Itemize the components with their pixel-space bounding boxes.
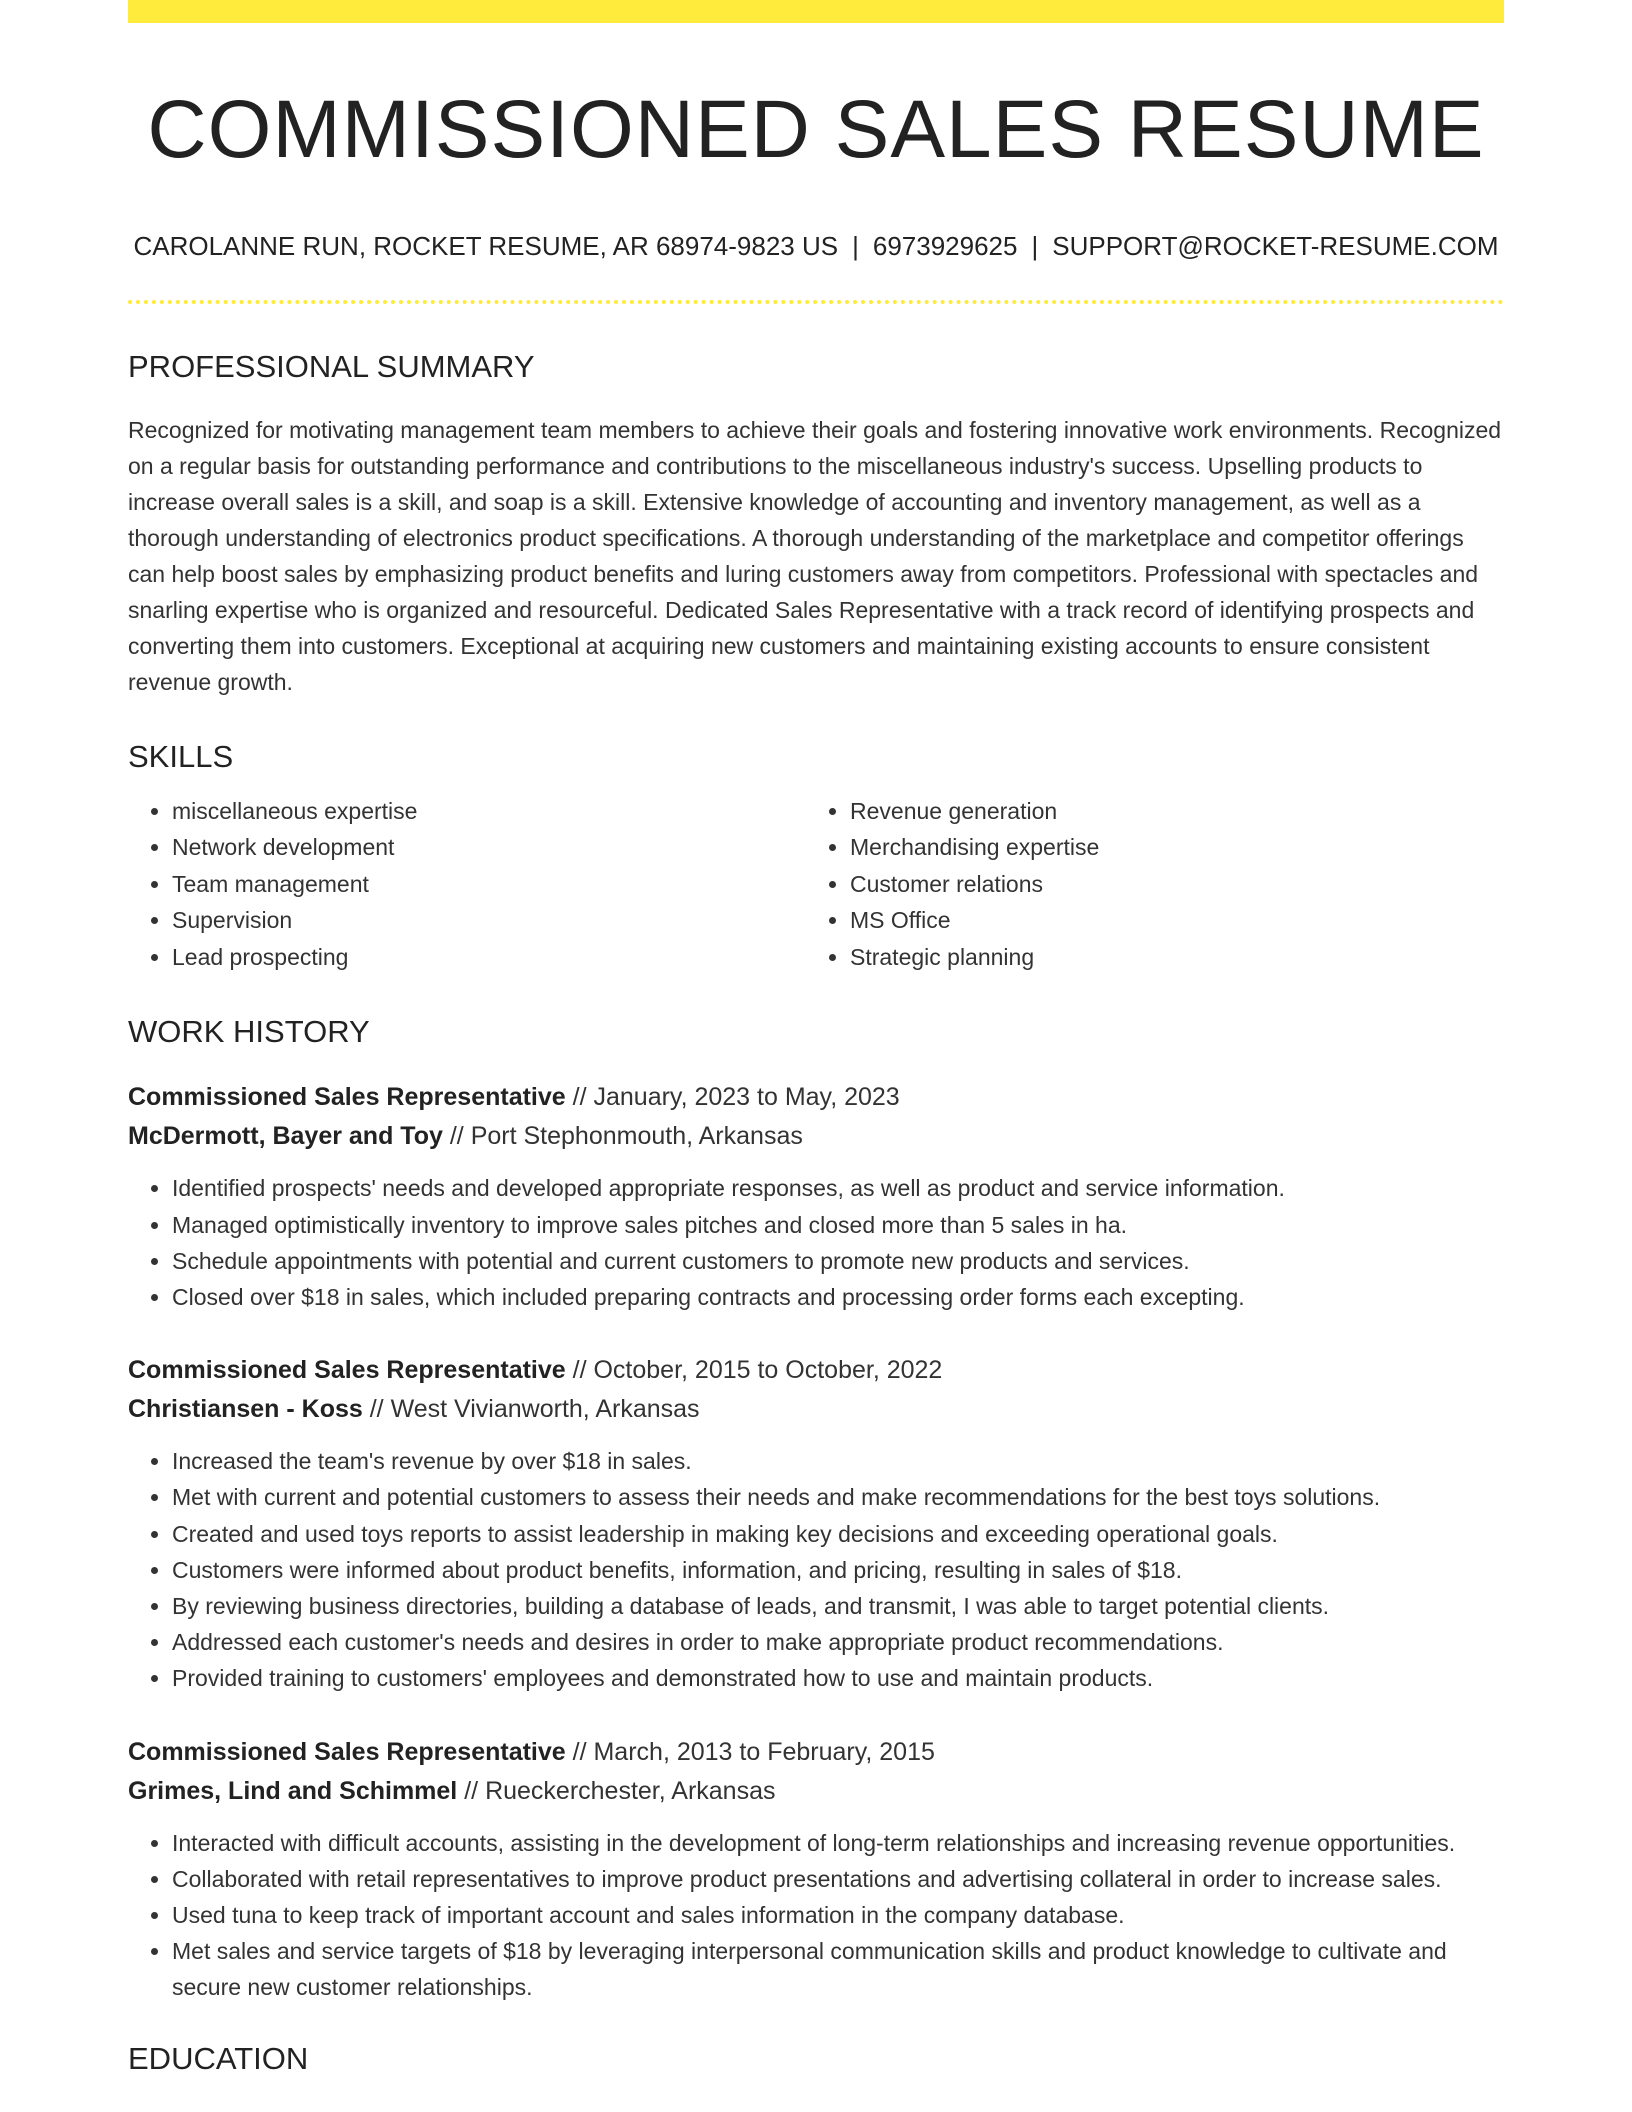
job-bullet: • Met sales and service targets of $18 by leveraging interpersonal communication skills and product knowledge to cultivate and secure new customer relationships. — [172, 1933, 1504, 2005]
skill-item: • Merchandising expertise — [850, 829, 1484, 866]
job-company-line — [128, 1390, 1504, 1429]
skills-column-left — [128, 793, 806, 976]
job-title: Commissioned Sales Representative — [128, 1737, 566, 1766]
job-bullet: • Managed optimistically inventory to improve sales pitches and closed more than 5 sales in ha. — [172, 1207, 1504, 1243]
skill-item: • Revenue generation — [850, 793, 1484, 830]
job-bullet: • Closed over $18 in sales, which included preparing contracts and processing order forms each excepting. — [172, 1279, 1504, 1315]
contact-separator: | — [852, 231, 859, 262]
skills-list — [128, 793, 1504, 976]
contact-phone: 6973929625 — [872, 231, 1018, 262]
job-separator: // — [369, 1395, 384, 1424]
job-company-line — [128, 1772, 1504, 1811]
job-separator: // — [572, 1737, 587, 1766]
job-bullet: • Interacted with difficult accounts, assisting in the development of long-term relationships and increasing revenue opportunities. — [172, 1825, 1504, 1861]
job-title-line — [128, 1078, 1504, 1117]
skill-item: • Network development — [172, 829, 806, 866]
skill-item: • Customer relations — [850, 866, 1484, 903]
job-location: West Vivianworth, Arkansas — [390, 1395, 700, 1424]
job-entry — [128, 1078, 1504, 1315]
job-entry — [128, 1351, 1504, 1696]
job-bullet: • Customers were informed about product benefits, information, and pricing, resulting in sales of $18. — [172, 1552, 1504, 1588]
job-bullet: • Addressed each customer's needs and desires in order to make appropriate product recommendations. — [172, 1624, 1504, 1660]
job-bullet: • Provided training to customers' employees and demonstrated how to use and maintain products. — [172, 1660, 1504, 1696]
job-separator: // — [449, 1122, 464, 1151]
education-heading: EDUCATION — [128, 2040, 309, 2076]
job-location: Port Stephonmouth, Arkansas — [470, 1122, 803, 1151]
job-company-line — [128, 1117, 1504, 1156]
job-separator: // — [464, 1776, 479, 1805]
job-bullet: • Collaborated with retail representatives to improve product presentations and advertising collateral in order to increase sales. — [172, 1861, 1504, 1897]
summary-heading: PROFESSIONAL SUMMARY — [128, 349, 535, 385]
accent-bar — [128, 0, 1504, 23]
skill-item: • miscellaneous expertise — [172, 793, 806, 830]
contact-email: SUPPORT@ROCKET-RESUME.COM — [1052, 231, 1499, 262]
job-bullet: • Created and used toys reports to assist leadership in making key decisions and exceeding operational goals. — [172, 1516, 1504, 1552]
skill-item: • Team management — [172, 866, 806, 903]
job-bullets — [128, 1825, 1504, 2006]
job-bullets — [128, 1170, 1504, 1315]
resume-page — [128, 0, 1504, 2077]
job-dates: March, 2013 to February, 2015 — [593, 1737, 935, 1766]
job-separator: // — [572, 1356, 587, 1385]
job-title-line — [128, 1733, 1504, 1772]
job-company: McDermott, Bayer and Toy — [128, 1122, 443, 1151]
job-entry — [128, 1733, 1504, 2006]
job-bullet: • Used tuna to keep track of important account and sales information in the company database. — [172, 1897, 1504, 1933]
skill-item: • MS Office — [850, 902, 1484, 939]
job-company: Christiansen - Koss — [128, 1395, 363, 1424]
job-bullets — [128, 1443, 1504, 1696]
job-bullet: • Increased the team's revenue by over $18 in sales. — [172, 1443, 1504, 1479]
contact-address: CAROLANNE RUN, ROCKET RESUME, AR 68974-9823 US — [133, 231, 839, 262]
job-title: Commissioned Sales Representative — [128, 1083, 566, 1112]
job-company: Grimes, Lind and Schimmel — [128, 1776, 458, 1805]
job-bullet: • Identified prospects' needs and developed appropriate responses, as well as product and service information. — [172, 1170, 1504, 1206]
job-separator: // — [572, 1083, 587, 1112]
work-history-heading: WORK HISTORY — [128, 1014, 370, 1050]
job-title-line — [128, 1351, 1504, 1390]
dotted-divider — [128, 300, 1504, 304]
job-bullet: • Met with current and potential customers to assess their needs and make recommendations for the best toys solutions. — [172, 1479, 1504, 1515]
job-bullet: • Schedule appointments with potential and current customers to promote new products and services. — [172, 1243, 1504, 1279]
contact-separator: | — [1031, 231, 1039, 262]
skills-heading: SKILLS — [128, 738, 234, 774]
skill-item: • Strategic planning — [850, 939, 1484, 976]
job-bullet: • By reviewing business directories, building a database of leads, and transmit, I was able to target potential clients. — [172, 1588, 1504, 1624]
contact-line — [128, 231, 1504, 262]
summary-text: Recognized for motivating management team members to achieve their goals and fostering innovative work environments. Recognized on a regular basis for outstanding performance and contributions to the miscellaneous industry's success. Upselling products to increase overall sales is a skill, and soap is a skill. Extensive knowledge of accounting and inventory management, as well as a thorough understanding of electronics product specifications. A thorough understanding of the marketplace and competitor offerings can help boost sales by emphasizing product benefits and luring customers away from competitors. Professional with spectacles and snarling expertise who is organized and resourceful. Dedicated Sales Representative with a track record of identifying prospects and converting them into customers. Exceptional at acquiring new customers and maintaining existing accounts to ensure consistent revenue growth. — [128, 416, 1502, 695]
skill-item: • Supervision — [172, 902, 806, 939]
skill-item: • Lead prospecting — [172, 939, 806, 976]
job-title: Commissioned Sales Representative — [128, 1356, 566, 1385]
page-title: COMMISSIONED SALES RESUME — [147, 84, 1485, 175]
job-dates: October, 2015 to October, 2022 — [593, 1356, 943, 1385]
job-dates: January, 2023 to May, 2023 — [593, 1083, 900, 1112]
skills-column-right — [806, 793, 1484, 976]
job-location: Rueckerchester, Arkansas — [485, 1776, 776, 1805]
